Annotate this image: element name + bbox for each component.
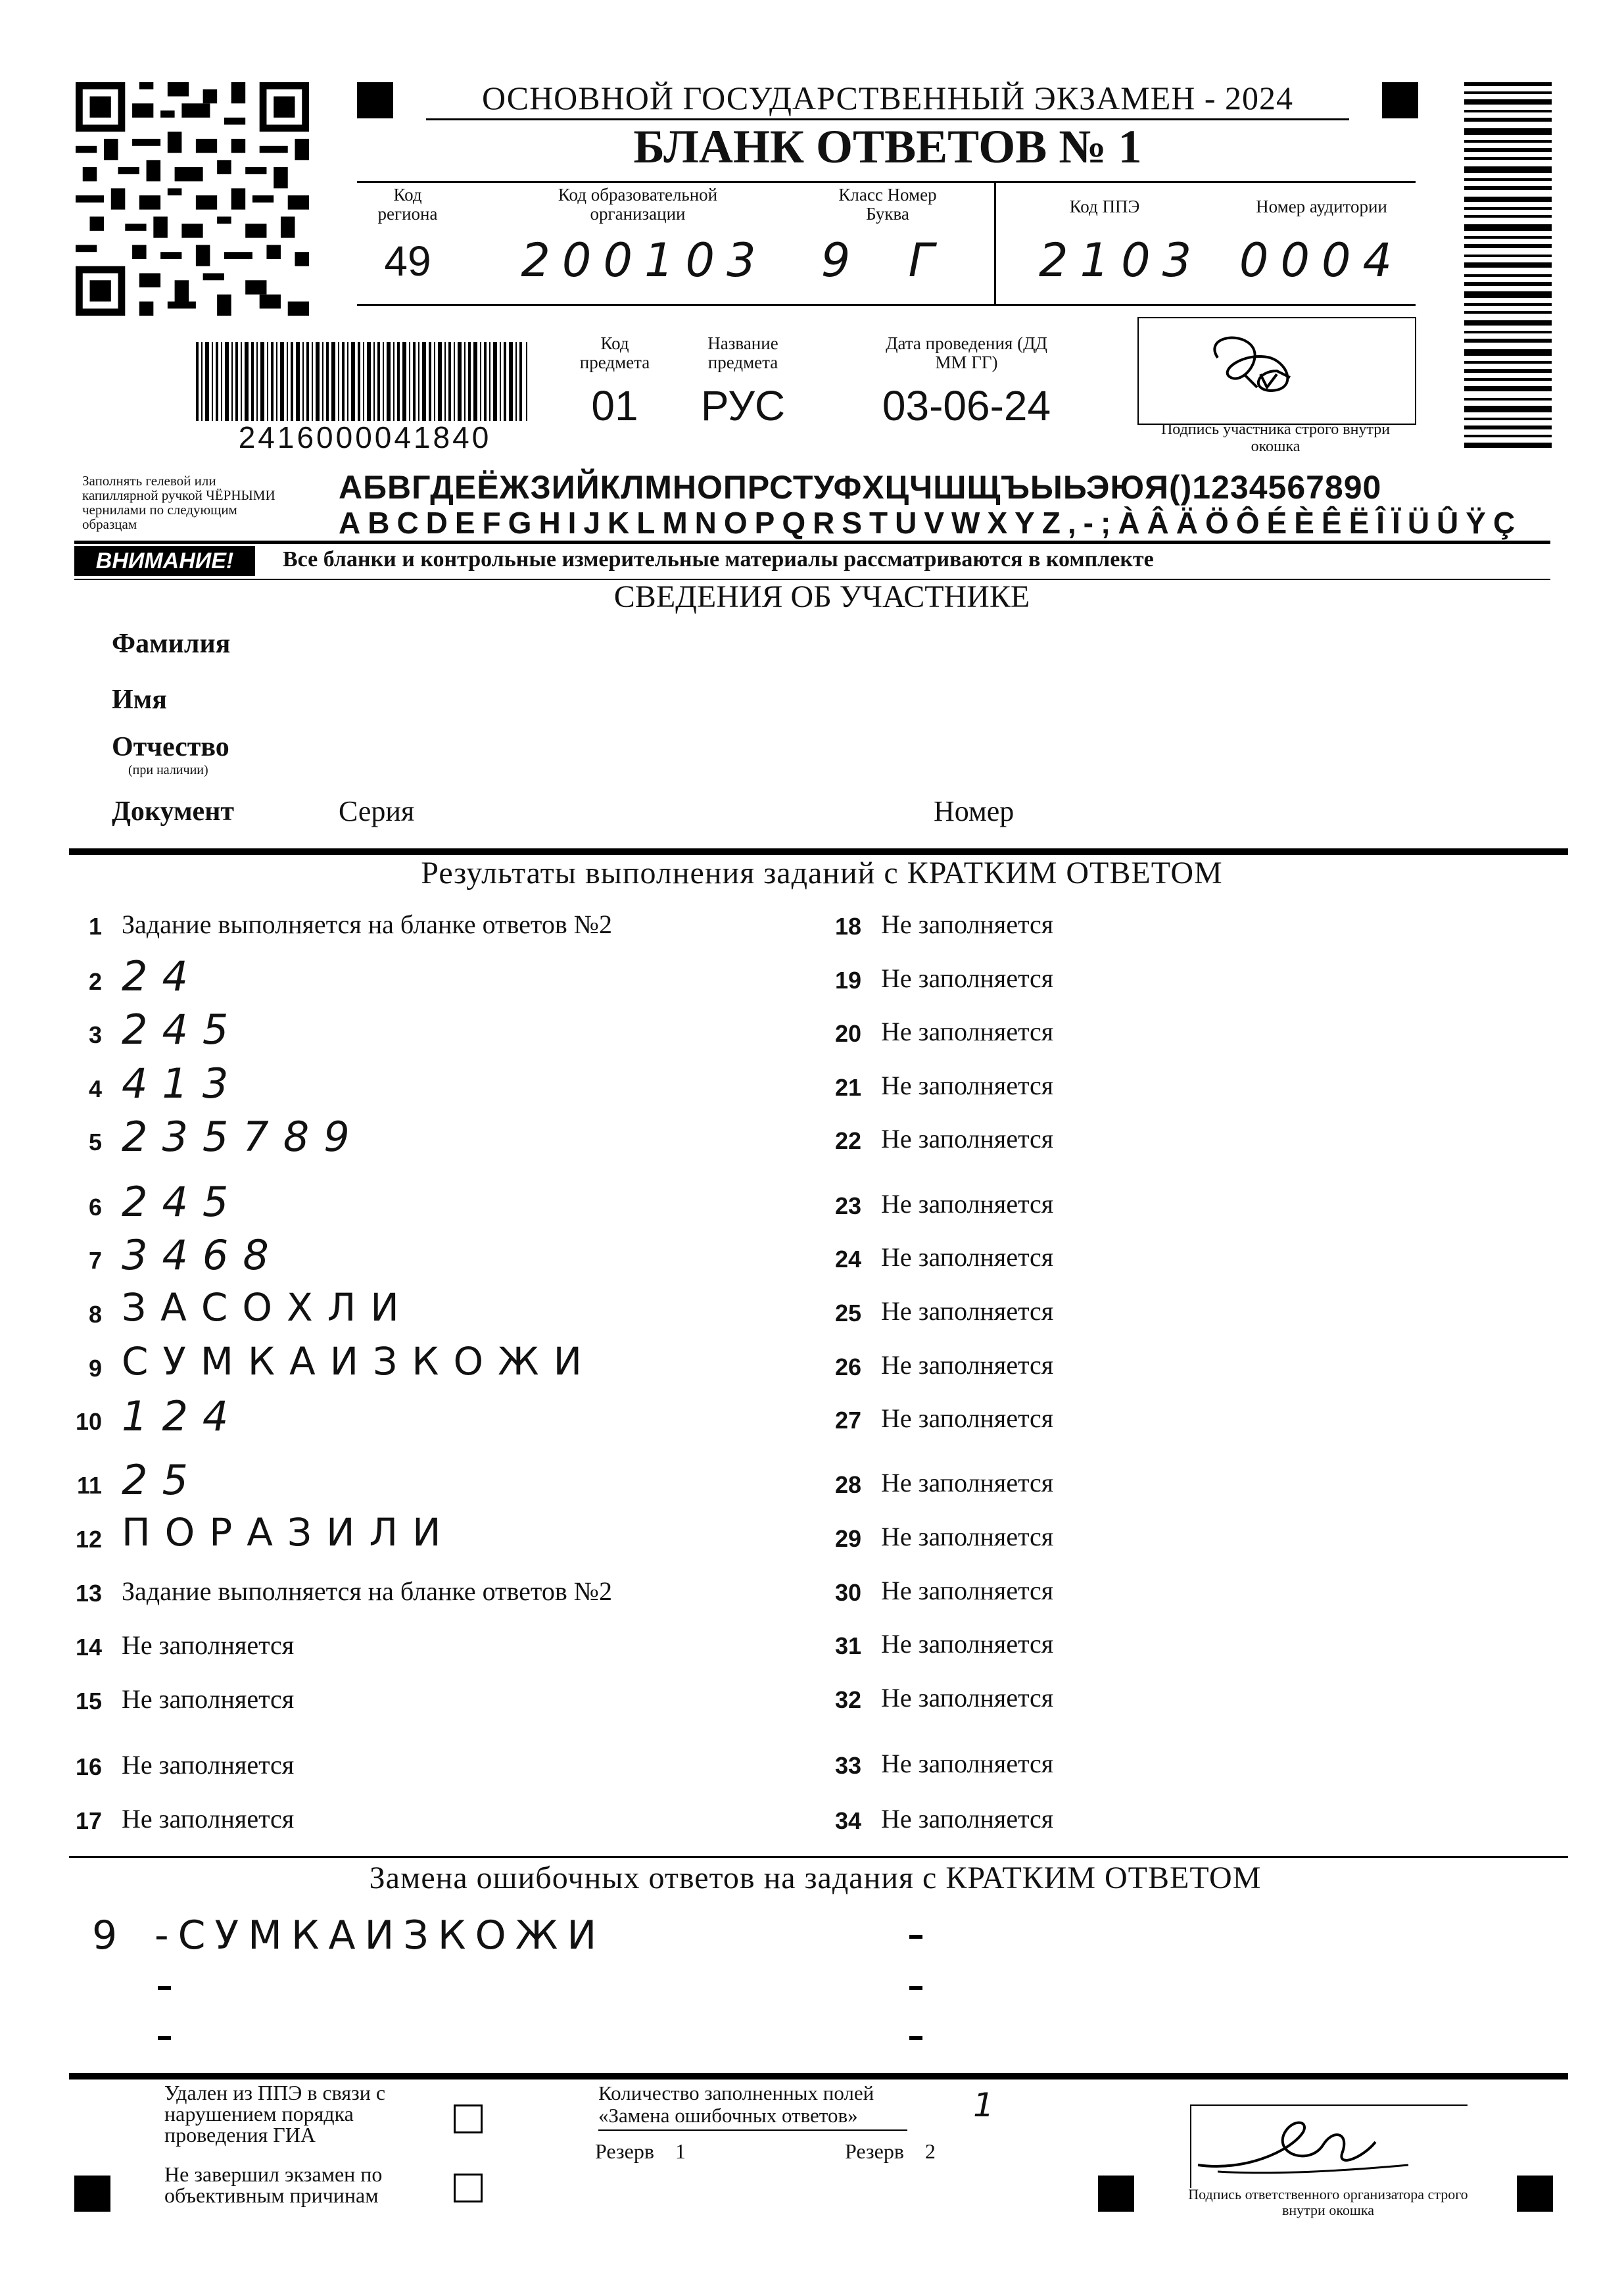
organizer-signature (1191, 2106, 1468, 2188)
notice-line-top (74, 541, 1550, 544)
task-status: Задание выполняется на бланке ответов №2 (122, 1576, 612, 1606)
task-answer[interactable]: 3468 (122, 1231, 283, 1279)
not-finished-checkbox[interactable] (454, 2174, 483, 2202)
task-status: Не заполняется (881, 1683, 1054, 1713)
barcode-digits: 2416000041840 (238, 420, 492, 454)
task-status: Не заполняется (881, 1522, 1054, 1551)
not-finished-text: Не завершил экзамен по объективным причинам (164, 2162, 383, 2207)
document-label: Документ (112, 796, 235, 827)
org-value: 200103 (521, 233, 768, 287)
task-number: 21 (834, 1074, 861, 1101)
task-number: 33 (834, 1752, 861, 1779)
task-status: Не заполняется (881, 1629, 1054, 1659)
participant-section-title: СВЕДЕНИЯ ОБ УЧАСТНИКЕ (613, 579, 1030, 614)
date-value: 03-06-24 (882, 382, 1051, 429)
count-value[interactable]: 1 (973, 2086, 1006, 2124)
task-answer[interactable]: ПОРАЗИЛИ (122, 1510, 456, 1555)
results-title: Результаты выполнения заданий с КРАТКИМ ОТВЕТОМ (421, 856, 1223, 890)
task-status: Не заполняется (881, 1017, 1054, 1046)
task-number: 19 (834, 967, 861, 994)
task-status: Не заполняется (881, 1403, 1054, 1433)
qr-code (76, 82, 309, 316)
task-number: 10 (75, 1408, 102, 1435)
task-number: 29 (834, 1525, 861, 1552)
task-number: 20 (834, 1020, 861, 1047)
code-box-top (357, 181, 1416, 183)
task-number: 14 (75, 1634, 102, 1661)
count-underline (598, 2129, 907, 2131)
task-status: Не заполняется (881, 1124, 1054, 1154)
task-status: Не заполняется (881, 1296, 1054, 1326)
task-answer[interactable]: ЗАСОХЛИ (122, 1285, 414, 1330)
main-barcode (191, 342, 539, 454)
count-label: Количество заполненных полей «Замена ошибочных ответов» (598, 2081, 874, 2127)
task-status: Не заполняется (122, 1804, 295, 1834)
task-answer[interactable]: 124 (122, 1392, 243, 1440)
task-number: 12 (75, 1526, 102, 1553)
task-number: 24 (834, 1246, 861, 1273)
replacement-title: Замена ошибочных ответов на задания с КРАТКИМ ОТВЕТОМ (369, 1860, 1262, 1895)
number-label: Номер (934, 795, 1015, 827)
task-answer[interactable]: 245 (122, 1006, 243, 1054)
alignment-marker-top-left (357, 82, 393, 118)
participant-divider (69, 848, 1568, 855)
class-label: Класс Номер Буква (838, 185, 937, 224)
class-number: 9 (821, 233, 863, 287)
qr-code-image (76, 82, 309, 316)
task-number: 25 (834, 1300, 861, 1326)
task-number: 15 (75, 1688, 102, 1714)
task-number: 18 (834, 913, 861, 940)
task-number: 4 (88, 1075, 102, 1102)
task-number: 2 (88, 968, 102, 995)
task-status: Не заполняется (881, 1350, 1054, 1380)
task-number: 32 (834, 1686, 861, 1713)
task-status: Задание выполняется на бланке ответов №2 (122, 910, 612, 939)
task-number: 13 (75, 1580, 102, 1607)
code-box-divider (994, 181, 996, 306)
reserve-2: Резерв 2 (845, 2139, 936, 2163)
task-answer[interactable]: 25 (122, 1456, 203, 1504)
form-title: БЛАНК ОТВЕТОВ № 1 (633, 120, 1142, 173)
sample-row-1: АБВГДЕЁЖЗИЙКЛМНОПРСТУФХЦЧШЩЪЫЬЭЮЯ()1234567890 (339, 469, 1382, 506)
task-number: 5 (88, 1129, 102, 1155)
ppe-label: Код ППЭ (1069, 197, 1140, 216)
task-status: Не заполняется (122, 1630, 295, 1660)
task-number: 23 (834, 1192, 861, 1219)
task-answer[interactable]: 245 (122, 1178, 243, 1226)
notice-text: Все бланки и контрольные измерительные материалы рассматриваются в комплекте (283, 547, 1154, 572)
org-label: Код образовательной организации (558, 185, 718, 224)
task-number: 11 (76, 1472, 102, 1499)
task-status: Не заполняется (122, 1750, 295, 1780)
subject-code-value: 01 (591, 382, 638, 429)
removed-text: Удален из ППЭ в связи с нарушением порядка проведения ГИА (164, 2081, 386, 2147)
task-status: Не заполняется (881, 1468, 1054, 1497)
organizer-signature-box[interactable] (1190, 2104, 1468, 2188)
region-label: Код региона (377, 185, 438, 224)
surname-label: Фамилия (112, 629, 231, 659)
task-number: 31 (834, 1632, 861, 1659)
date-label: Дата проведения (ДД ММ ГГ) (886, 333, 1047, 372)
task-answer[interactable]: 235789 (122, 1113, 364, 1161)
alignment-marker-bottom-right (1517, 2176, 1553, 2212)
task-status: Не заполняется (881, 1242, 1054, 1272)
replacement-dash (909, 2036, 922, 2040)
class-letter: Г (908, 233, 946, 287)
task-number: 22 (834, 1127, 861, 1154)
replacement-dash (909, 1935, 922, 1939)
task-number: 34 (834, 1807, 861, 1834)
task-status: Не заполняется (881, 910, 1054, 939)
replacement-dash (158, 1986, 171, 1990)
participant-signature (1139, 318, 1415, 424)
ppe-value: 2103 (1039, 233, 1204, 287)
name-label: Имя (112, 685, 167, 715)
task-status: Не заполняется (122, 1684, 295, 1714)
task-number: 26 (834, 1353, 861, 1380)
side-barcode-image (1464, 82, 1552, 454)
task-answer[interactable]: 24 (122, 952, 203, 1000)
task-status: Не заполняется (881, 1804, 1054, 1834)
task-number: 30 (834, 1579, 861, 1606)
task-status: Не заполняется (881, 1071, 1054, 1100)
task-number: 8 (88, 1301, 102, 1328)
alignment-marker-bottom-mid (1098, 2176, 1134, 2212)
participant-signature-box[interactable] (1137, 317, 1416, 425)
sample-row-2: ABCDEFGHIJKLMNOPQRSTUVWXYZ,-;ÀÂÄÖÔÉÈÊËÎÏÜÛŸÇ (339, 506, 1523, 540)
replacement-divider (69, 1856, 1568, 1858)
task-answer[interactable]: СУМКАИЗКОЖИ (122, 1339, 597, 1384)
task-status: Не заполняется (881, 1189, 1054, 1219)
side-barcode (1464, 82, 1552, 454)
replacement-dash (158, 2036, 171, 2040)
organizer-signature-caption: Подпись ответственного организатора строго внутри окошка (1188, 2186, 1468, 2218)
task-number: 6 (88, 1194, 102, 1221)
task-status: Не заполняется (881, 963, 1054, 993)
replacement-answer[interactable]: -СУМКАИЗКОЖИ (155, 1912, 606, 1958)
task-number: 17 (75, 1807, 102, 1834)
code-box-bottom (357, 304, 1416, 306)
sample-instruction: Заполнять гелевой или капиллярной ручкой ЧЁРНЫМИ чернилами по следующим образцам (82, 473, 275, 532)
removed-checkbox[interactable] (454, 2104, 483, 2133)
notice-badge: ВНИМАНИЕ! (74, 546, 255, 576)
series-label: Серия (339, 795, 415, 827)
replacement-task-number[interactable]: 9 (92, 1912, 130, 1958)
alignment-marker-bottom-left (74, 2176, 110, 2212)
room-label: Номер аудитории (1256, 197, 1387, 216)
task-number: 28 (834, 1471, 861, 1498)
subject-name-value: РУС (700, 382, 786, 429)
patronymic-label: Отчество (112, 732, 229, 762)
alignment-marker-top-right (1382, 82, 1418, 118)
region-value: 49 (384, 237, 431, 285)
task-number: 9 (88, 1355, 102, 1382)
task-number: 1 (88, 913, 102, 940)
task-number: 7 (88, 1247, 102, 1274)
room-value: 0004 (1239, 233, 1404, 287)
footer-divider (69, 2073, 1568, 2079)
task-number: 27 (834, 1407, 861, 1434)
replacement-dash (909, 1986, 922, 1990)
task-number: 16 (75, 1753, 102, 1780)
patronymic-note: (при наличии) (128, 763, 208, 777)
exam-title: ОСНОВНОЙ ГОСУДАРСТВЕННЫЙ ЭКЗАМЕН - 2024 (482, 80, 1293, 116)
task-number: 3 (88, 1021, 102, 1048)
task-answer[interactable]: 413 (122, 1059, 243, 1107)
participant-signature-caption: Подпись участника строго внутри окошка (1160, 421, 1391, 455)
task-status: Не заполняется (881, 1749, 1054, 1778)
subject-code-label: Код предмета (579, 333, 650, 372)
main-barcode-image (191, 342, 539, 421)
subject-name-label: Название предмета (707, 333, 778, 372)
task-status: Не заполняется (881, 1576, 1054, 1605)
reserve-1: Резерв 1 (595, 2139, 686, 2163)
